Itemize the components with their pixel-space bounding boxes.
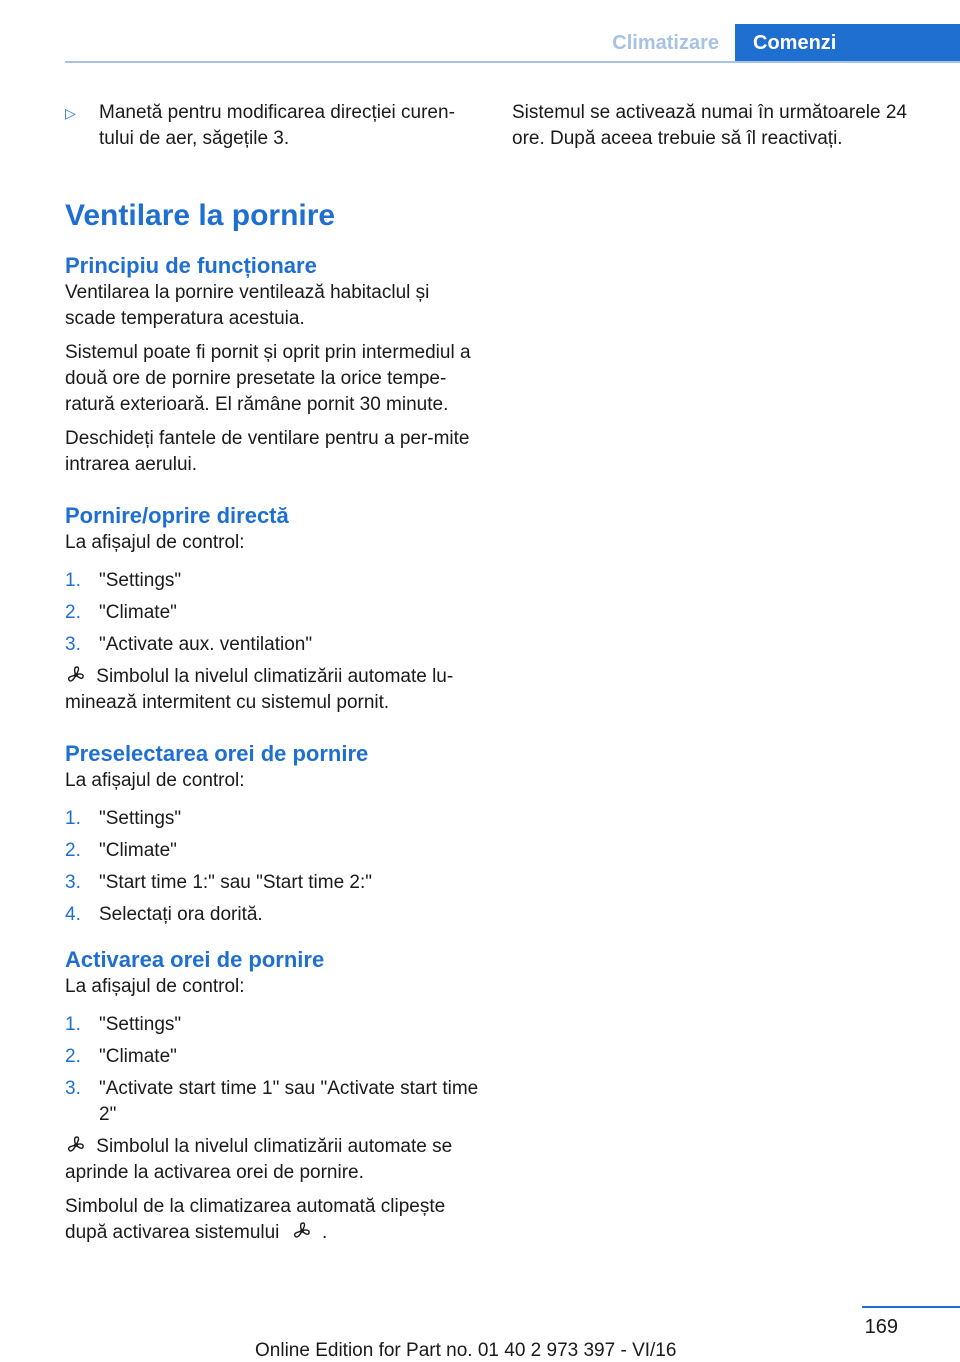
step-number: 3.: [65, 634, 81, 655]
symbol-note: [65, 1134, 480, 1186]
fan-icon: [65, 1135, 87, 1155]
step-text: "Settings": [99, 808, 182, 829]
step-text: "Climate": [99, 840, 177, 861]
paragraph: Ventilarea la pornire ventilează habitaclul și scade temperatura acestuia.: [65, 282, 430, 329]
paragraph: Deschideți fantele de ventilare pentru a per-mite intrarea aerului.: [65, 428, 470, 475]
list-item: [65, 902, 480, 928]
step-number: 4.: [65, 904, 81, 925]
step-text: "Settings": [99, 570, 182, 591]
paragraph: La afișajul de control:: [65, 770, 245, 791]
fan-icon: [65, 665, 87, 685]
step-text: "Activate aux. ventilation": [99, 634, 313, 655]
tab-climatizare[interactable]: Climatizare: [612, 32, 719, 54]
step-number: 1.: [65, 808, 81, 829]
steps-list: [65, 806, 480, 928]
paragraph: La afișajul de control:: [65, 976, 245, 997]
paragraph: Sistemul poate fi pornit și oprit prin intermediul a două ore de pornire presetate la orice tempe-ratură exterioară. El rămâne pornit 30 minute.: [65, 342, 471, 415]
tab-comenzi[interactable]: Comenzi: [735, 24, 960, 62]
page-title: Ventilare la pornire: [65, 199, 336, 232]
step-text: Selectați ora dorită.: [99, 904, 263, 925]
step-number: 2.: [65, 840, 81, 861]
paragraph: La afișajul de control:: [65, 532, 245, 553]
section-title-preselectare: Preselectarea orei de pornire: [65, 741, 369, 766]
header-divider: [65, 61, 960, 63]
list-item: [65, 838, 480, 864]
section-title-activare: Activarea orei de pornire: [65, 947, 325, 972]
section-title-principiu: Principiu de funcționare: [65, 253, 317, 278]
right-column: [512, 100, 912, 152]
header-tabs: [596, 24, 960, 62]
symbol-note-text: Simbolul la nivelul climatizării automate se aprinde la activarea orei de pornire.: [65, 1136, 453, 1183]
list-item: [65, 600, 480, 626]
edition-footer: Online Edition for Part no. 01 40 2 973 397 - VI/16: [255, 1340, 677, 1361]
step-number: 2.: [65, 602, 81, 623]
list-item: [65, 632, 480, 658]
list-item: [65, 1044, 480, 1070]
page-number: 169: [864, 1316, 898, 1338]
list-item: [65, 806, 480, 832]
intro-list-item: [65, 100, 480, 152]
list-item: [65, 568, 480, 594]
steps-list: [65, 1012, 480, 1128]
step-text: "Activate start time 1" sau "Activate start time 2": [99, 1078, 479, 1125]
step-number: 3.: [65, 872, 81, 893]
step-text: "Start time 1:" sau "Start time 2:": [99, 872, 373, 893]
left-column: [65, 100, 480, 1246]
triangle-right-icon: ▷: [65, 105, 76, 121]
step-number: 3.: [65, 1078, 81, 1099]
final-paragraph: [65, 1194, 480, 1246]
section-title-pornire: Pornire/oprire directă: [65, 503, 289, 528]
footer-divider: [862, 1306, 960, 1308]
intro-item-text: Manetă pentru modificarea direcției curen-tului de aer, săgețile 3.: [99, 102, 455, 149]
symbol-note-text: Simbolul la nivelul climatizării automate lu-minează intermitent cu sistemul pornit.: [65, 666, 454, 713]
symbol-note: [65, 664, 480, 716]
step-number: 2.: [65, 1046, 81, 1067]
step-text: "Settings": [99, 1014, 182, 1035]
list-item: [65, 1076, 480, 1128]
steps-list: [65, 568, 480, 658]
step-text: "Climate": [99, 1046, 177, 1067]
fan-icon: [291, 1221, 313, 1241]
list-item: [65, 1012, 480, 1038]
final-period: .: [321, 1222, 328, 1243]
right-paragraph: Sistemul se activează numai în următoarele 24 ore. După aceea trebuie să îl reactivați.: [512, 102, 907, 149]
step-number: 1.: [65, 570, 81, 591]
step-number: 1.: [65, 1014, 81, 1035]
final-text: Simbolul de la climatizarea automată clipește după activarea sistemului: [65, 1196, 446, 1243]
list-item: [65, 870, 480, 896]
step-text: "Climate": [99, 602, 177, 623]
